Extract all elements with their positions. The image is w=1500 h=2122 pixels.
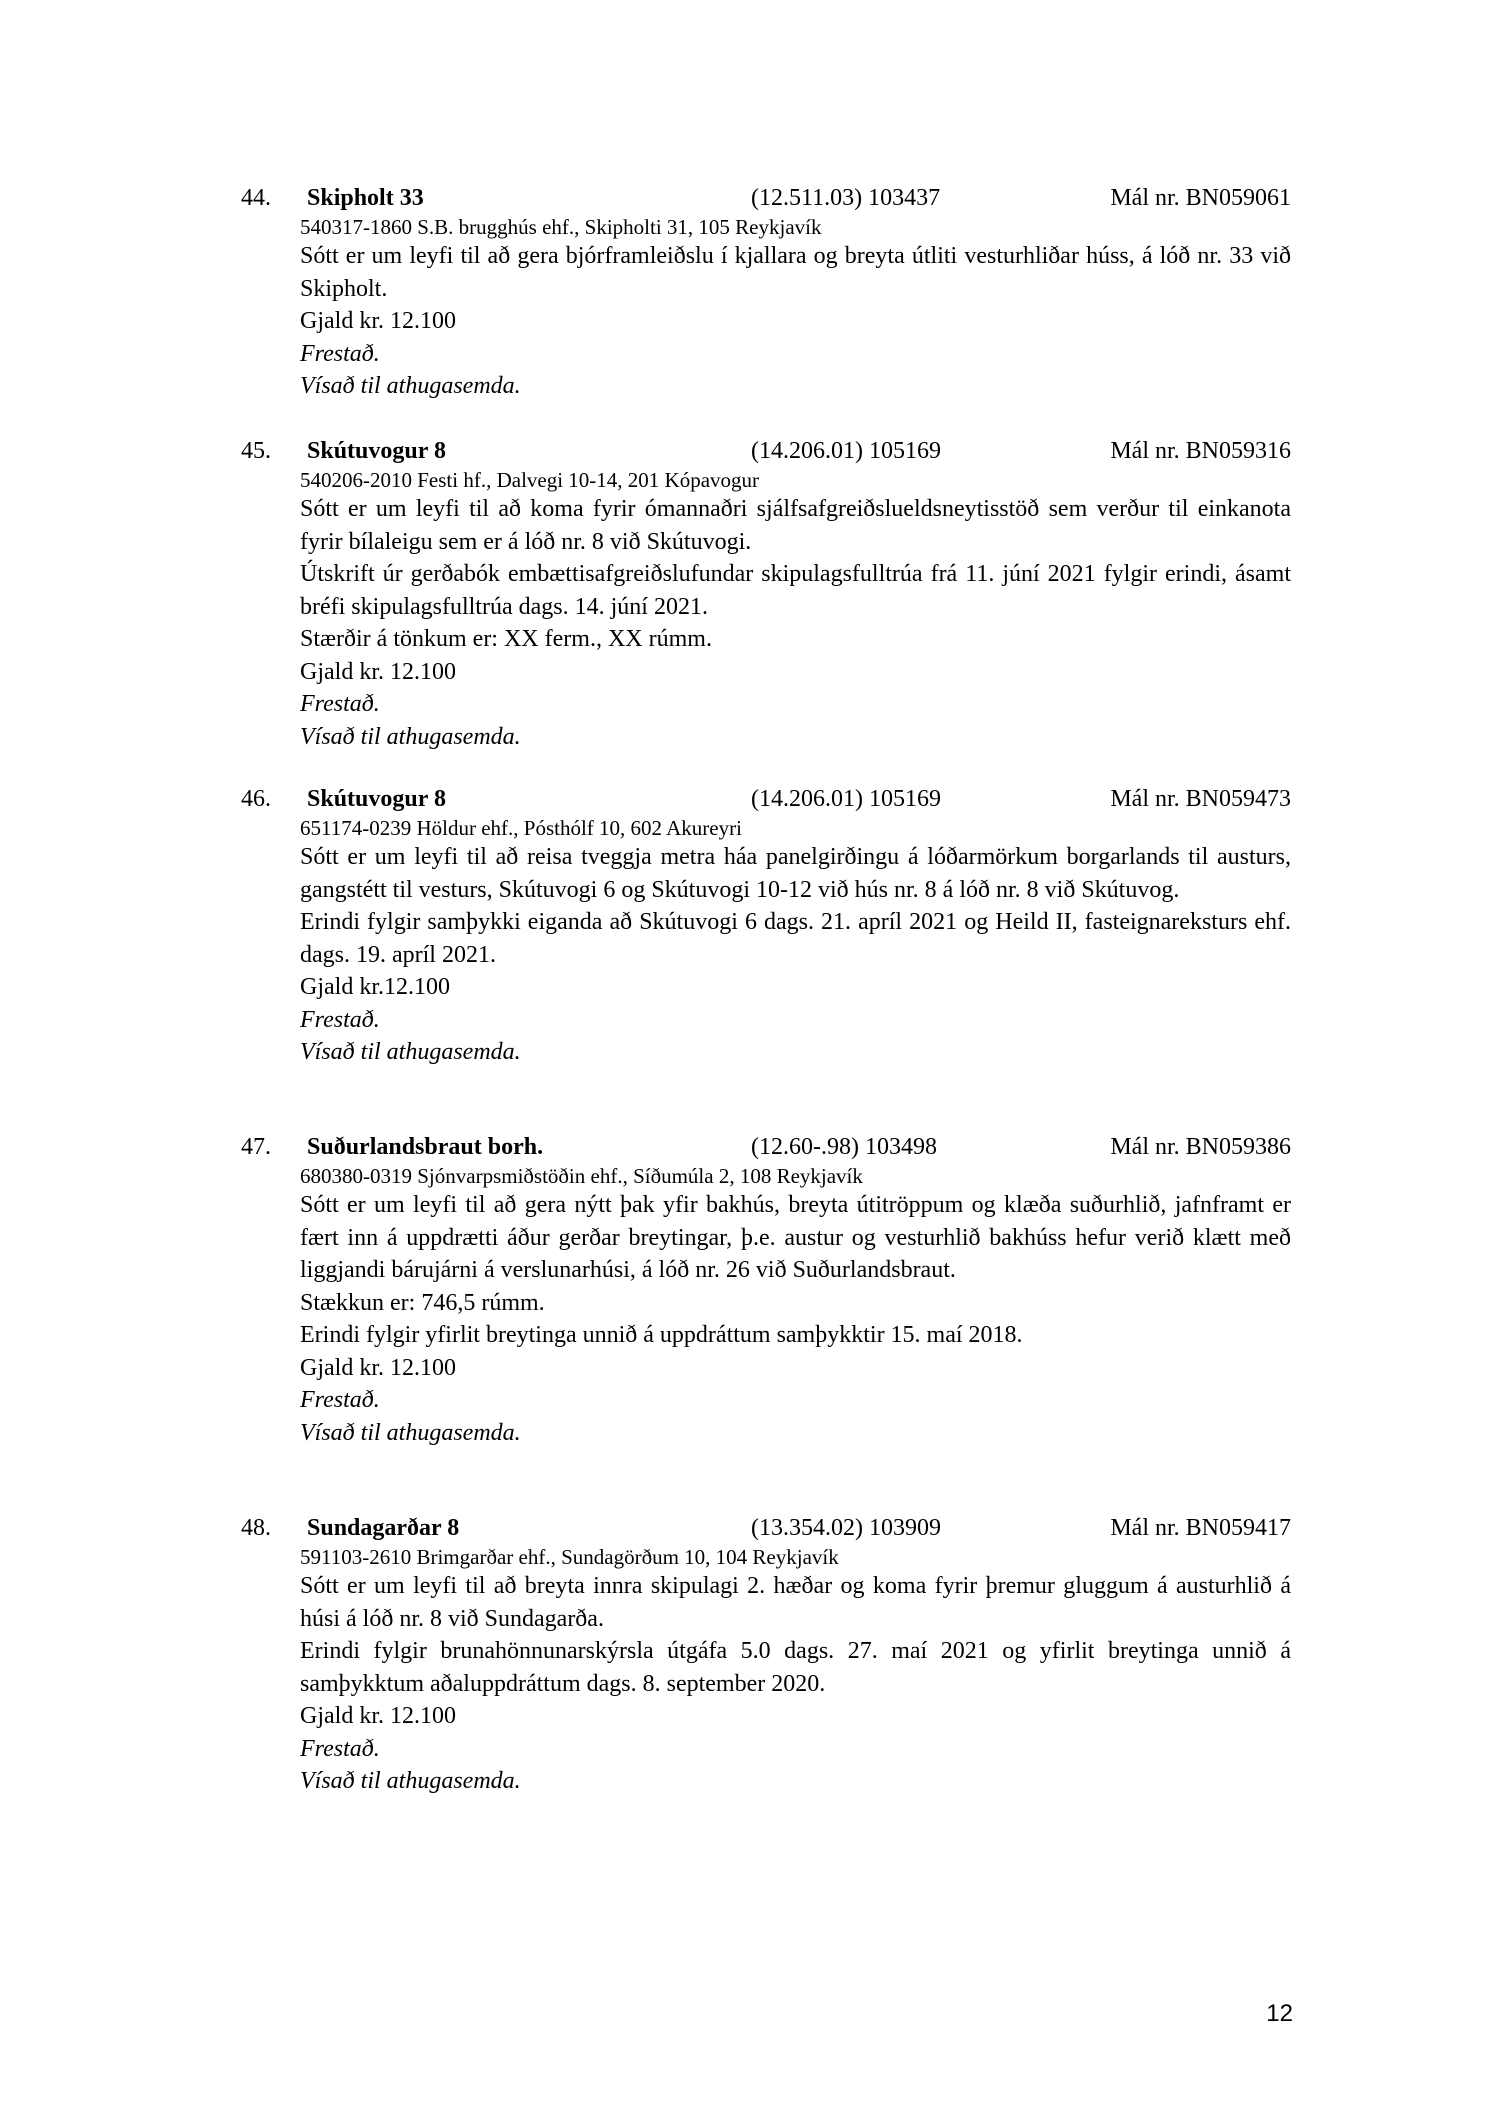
case-entry-46 [241,784,1291,1069]
entry-number: 48. [241,1515,271,1541]
entry-attachment-note: Erindi fylgir brunahönnunarskýrsla útgáfa 5.0 dags. 27. maí 2021 og yfirlit breytinga unnið á samþykktum aðaluppdráttum dags. 8. september 2020. [300,1638,1291,1697]
entry-status-postponed: Frestað. [300,1006,380,1033]
entry-status-postponed: Frestað. [300,1735,380,1762]
entry-lot-id: (14.206.01) 105169 [751,786,941,812]
entry-fee: Gjald kr. 12.100 [300,1703,456,1729]
entry-lot-id: (12.511.03) 103437 [751,185,941,211]
entry-description: Sótt er um leyfi til að koma fyrir ómannaðri sjálfsafgreiðslueldsneytisstöð sem verður til einkanota fyrir bílaleigu sem er á lóð nr. 8 við Skútuvogi. [300,496,1291,555]
entry-case-number: Mál nr. BN059316 [1110,438,1291,464]
entry-address: Skútuvogur 8 [307,438,446,464]
entry-lot-id: (12.60-.98) 103498 [751,1134,937,1160]
entry-status-referred: Vísað til athugasemda. [300,723,521,750]
entry-status-postponed: Frestað. [300,691,380,717]
entry-number: 44. [241,185,271,211]
entry-applicant: 540317-1860 S.B. brugghús ehf., Skipholti 31, 105 Reykjavík [300,215,822,239]
entry-status-referred: Vísað til athugasemda. [300,1039,521,1065]
entry-lot-id: (13.354.02) 103909 [751,1515,941,1541]
entry-header [241,1513,1291,1544]
entry-header [241,1132,1291,1163]
entry-case-number: Mál nr. BN059061 [1110,185,1291,211]
entry-description: Sótt er um leyfi til að breyta innra skipulagi 2. hæðar og koma fyrir þremur gluggum á austurhlið á húsi á lóð nr. 8 við Sundagarða. [300,1573,1291,1632]
entry-attachment-note: Erindi fylgir yfirlit breytinga unnið á uppdráttum samþykktir 15. maí 2018. [300,1322,1023,1348]
entry-body [300,214,1291,403]
entry-body [300,815,1291,1069]
entry-applicant: 680380-0319 Sjónvarpsmiðstöðin ehf., Síðumúla 2, 108 Reykjavík [300,1164,863,1188]
entry-status-referred: Vísað til athugasemda. [300,1419,521,1446]
entry-case-number: Mál nr. BN059386 [1110,1134,1291,1160]
entry-attachment-note: Erindi fylgir samþykki eiganda að Skútuvogi 6 dags. 21. apríl 2021 og Heild II, fasteignareksturs ehf. dags. 19. apríl 2021. [300,909,1291,968]
entry-number: 45. [241,438,271,464]
entry-description: Sótt er um leyfi til að gera bjórframleiðslu í kjallara og breyta útliti vesturhliðar húss, á lóð nr. 33 við Skipholt. [300,243,1291,302]
entry-sizes: Stærðir á tönkum er: XX ferm., XX rúmm. [300,626,712,652]
entry-fee: Gjald kr.12.100 [300,974,450,1000]
case-entry-44 [241,183,1291,403]
entry-applicant: 591103-2610 Brimgarðar ehf., Sundagörðum 10, 104 Reykjavík [300,1545,839,1569]
entry-body [300,1163,1291,1449]
entry-address: Skútuvogur 8 [307,786,446,812]
entry-status-postponed: Frestað. [300,1387,380,1413]
entry-description: Sótt er um leyfi til að reisa tveggja metra háa panelgirðingu á lóðarmörkum borgarlands til austurs, gangstétt til vesturs, Skútuvogi 6 og Skútuvogi 10-12 við hús nr. 8 á lóð nr. 8 við Skútuvog. [300,844,1291,903]
entry-fee: Gjald kr. 12.100 [300,308,456,334]
entry-number: 47. [241,1134,271,1160]
entry-applicant: 651174-0239 Höldur ehf., Pósthólf 10, 602 Akureyri [300,816,742,840]
entry-body [300,1544,1291,1798]
entry-lot-id: (14.206.01) 105169 [751,438,941,464]
entry-case-number: Mál nr. BN059417 [1110,1515,1291,1541]
entry-status-postponed: Frestað. [300,340,380,367]
entry-case-number: Mál nr. BN059473 [1110,786,1291,812]
entry-header [241,436,1291,467]
case-entry-45 [241,436,1291,753]
entry-number: 46. [241,786,271,812]
case-entry-47 [241,1132,1291,1449]
page-number: 12 [1266,2000,1293,2027]
entry-header [241,784,1291,815]
case-entry-48 [241,1513,1291,1798]
entry-status-referred: Vísað til athugasemda. [300,1768,521,1794]
entry-body [300,467,1291,753]
entry-applicant: 540206-2010 Festi hf., Dalvegi 10-14, 201 Kópavogur [300,468,760,492]
entry-address: Skipholt 33 [307,185,424,211]
entry-address: Sundagarðar 8 [307,1515,460,1541]
entry-fee: Gjald kr. 12.100 [300,658,456,685]
entry-fee: Gjald kr. 12.100 [300,1354,456,1381]
entry-enlargement: Stækkun er: 746,5 rúmm. [300,1289,545,1316]
entry-header [241,183,1291,214]
entry-status-referred: Vísað til athugasemda. [300,373,521,399]
entry-attachment-note: Útskrift úr gerðabók embættisafgreiðslufundar skipulagsfulltrúa frá 11. júní 2021 fylgir erindi, ásamt bréfi skipulagsfulltrúa dags. 14. júní 2021. [300,561,1291,620]
entry-description: Sótt er um leyfi til að gera nýtt þak yfir bakhús, breyta útitröppum og klæða suðurhlið, jafnframt er fært inn á uppdrætti áður gerðar breytingar, þ.e. austur og vesturhlið bakhúss hefur verið klætt með liggjandi bárujárni á verslunarhúsi, á lóð nr. 26 við Suðurlandsbraut. [300,1192,1291,1283]
entry-address: Suðurlandsbraut borh. [307,1134,544,1160]
